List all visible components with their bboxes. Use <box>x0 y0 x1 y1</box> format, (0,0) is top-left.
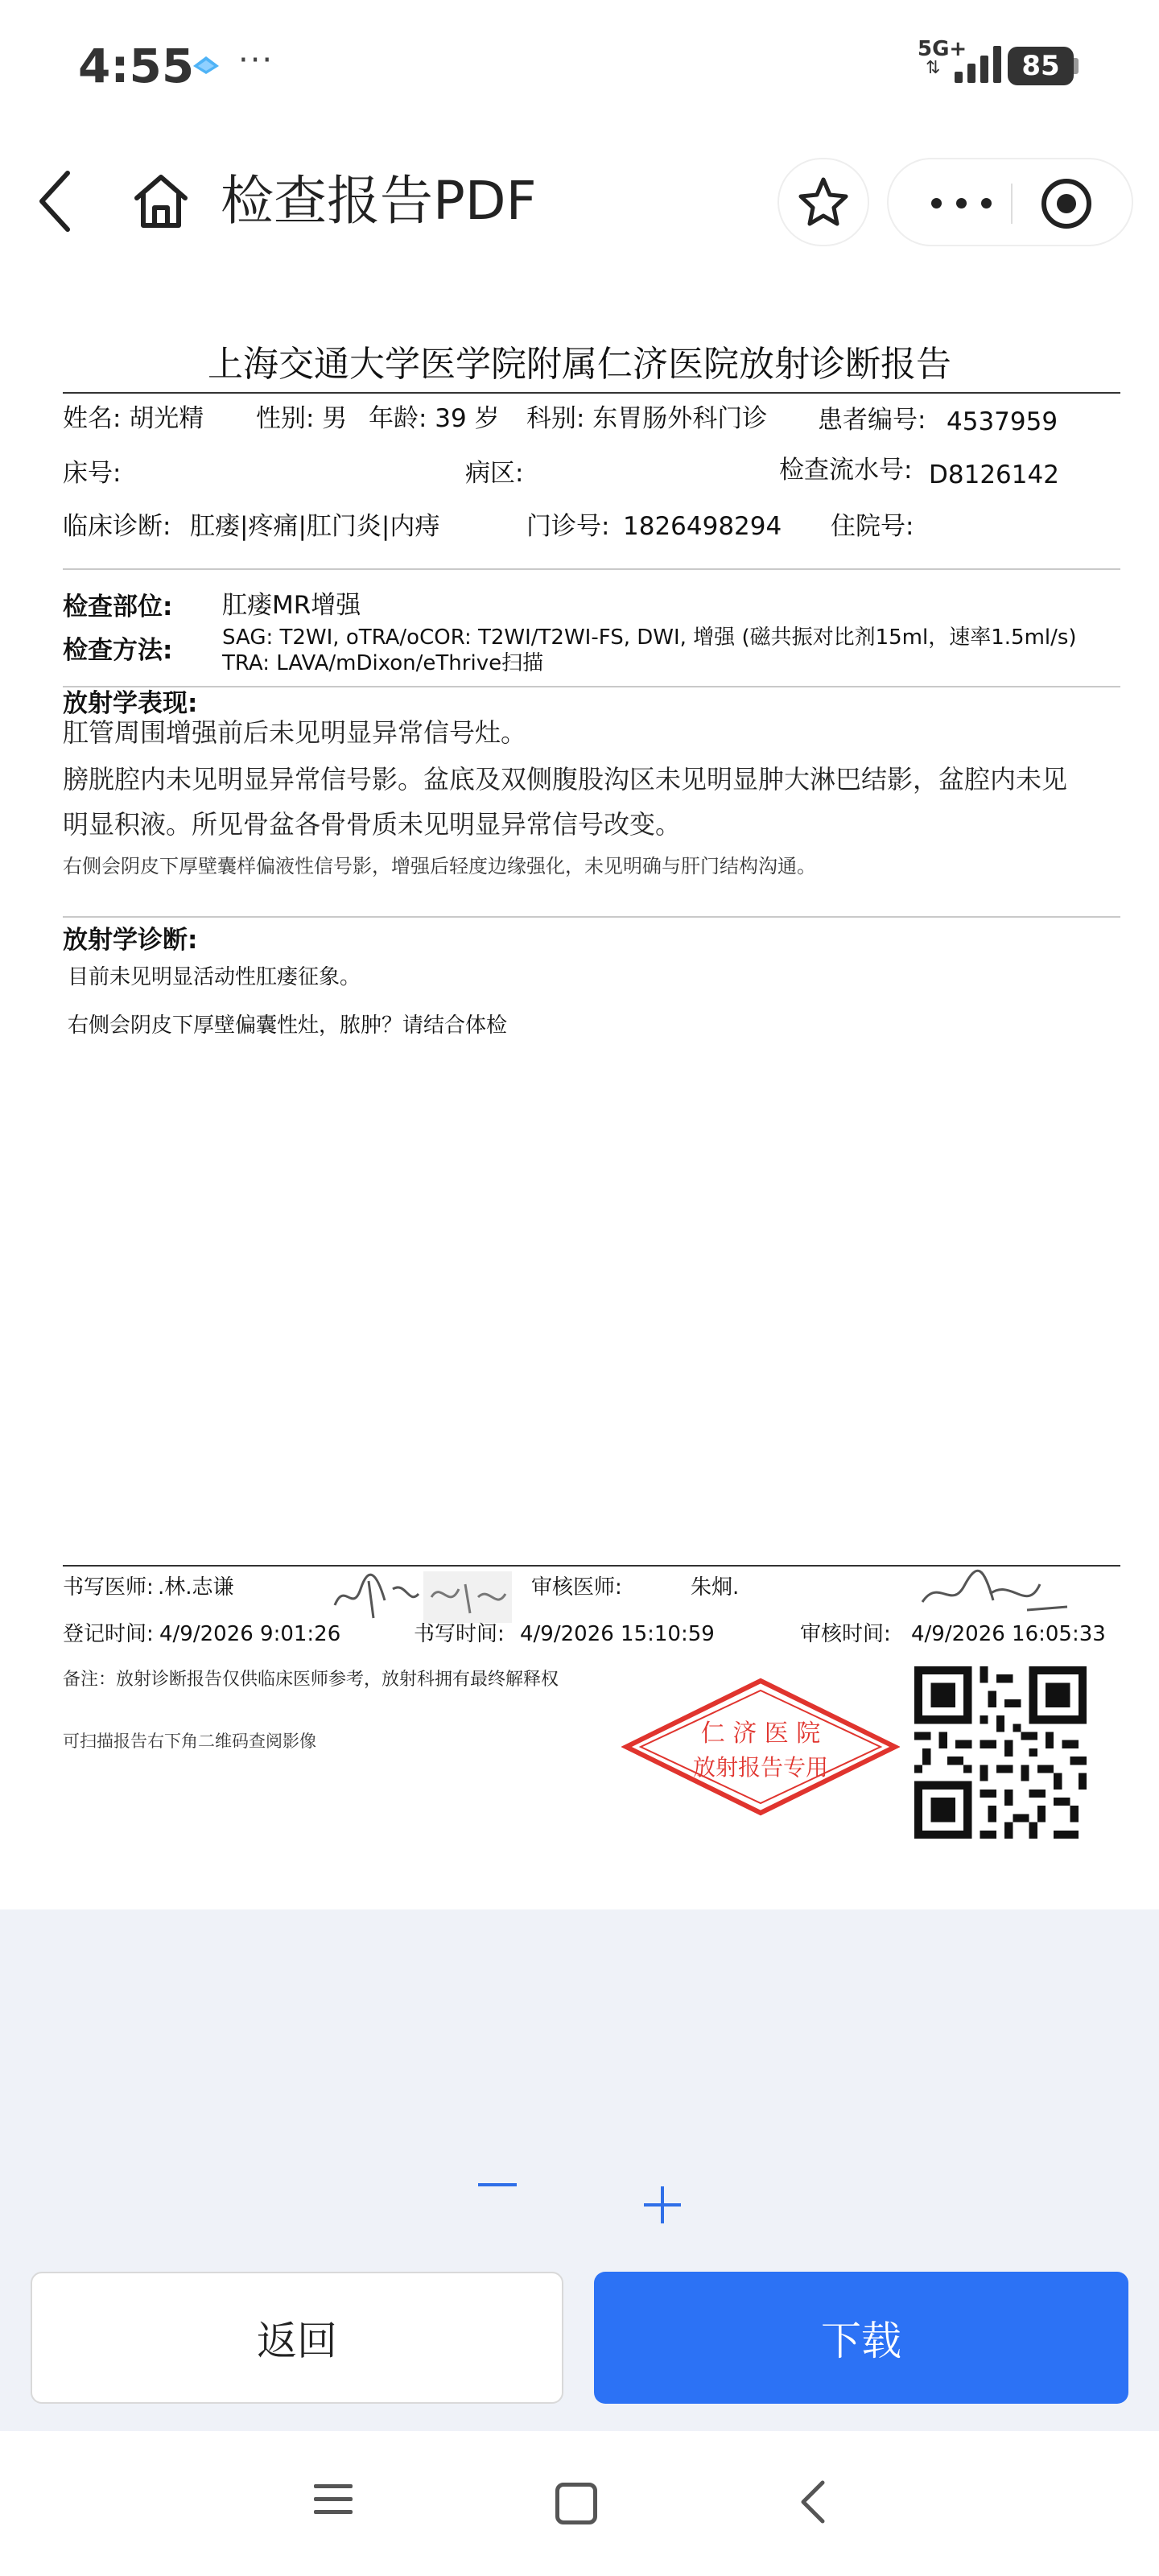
exam-method-line-2: TRA: LAVA/mDixon/eThrive扫描 <box>222 651 544 675</box>
finding-2a: 膀胱腔内未见明显异常信号影。盆底及双侧腹股沟区未见明显肿大淋巴结影，盆腔内未见 <box>63 764 1068 795</box>
write-time: 4/9/2026 15:10:59 <box>520 1622 715 1646</box>
reg-time: 4/9/2026 9:01:26 <box>159 1622 341 1646</box>
reg-time-label: 登记时间: <box>63 1622 154 1646</box>
network-label: 5G+ <box>918 37 967 61</box>
patient-age: 年龄: 39 岁 <box>369 404 500 433</box>
patient-name: 姓名: 胡光精 <box>63 404 204 433</box>
department: 科别: 东胃肠外科门诊 <box>526 404 768 433</box>
exam-site: 肛瘘MR增强 <box>222 591 361 620</box>
finding-1: 肛管周围增强前后未见明显异常信号灶。 <box>63 717 527 748</box>
favorite-button[interactable] <box>777 158 869 246</box>
ward-label: 病区: <box>465 459 524 488</box>
serial-label: 检查流水号: <box>779 456 913 485</box>
review-time: 4/9/2026 16:05:33 <box>911 1622 1106 1646</box>
patient-no-label: 患者编号: <box>818 406 926 435</box>
more-icon[interactable] <box>921 177 1001 229</box>
clinic-no: 1826498294 <box>623 512 782 541</box>
scan-note: 可扫描报告右下角二维码查阅影像 <box>63 1732 316 1751</box>
status-bar <box>0 0 1159 137</box>
review-time-label: 审核时间: <box>800 1622 891 1646</box>
star-icon <box>797 175 850 229</box>
clinical-dx-label: 临床诊断: <box>63 512 171 541</box>
battery-level: 85 <box>1008 47 1074 85</box>
hospital-stamp <box>621 1676 900 1818</box>
diagnosis-label: 放射学诊断: <box>63 926 198 955</box>
menu-icon[interactable] <box>312 2481 354 2518</box>
diagnosis-2: 右侧会阴皮下厚壁偏囊性灶，脓肿？请结合体检 <box>68 1013 508 1038</box>
more-notifications-icon: ··· <box>238 42 274 79</box>
reviewer-label: 审核医师: <box>531 1575 622 1600</box>
stamp-line-2: 放射报告专用 <box>692 1754 828 1781</box>
info-rule <box>63 568 1120 570</box>
patient-no: 4537959 <box>947 407 1058 436</box>
signal-icon <box>951 44 1016 85</box>
exam-method-line-1: SAG: T2WI, oTRA/oCOR: T2WI/T2WI-FS, DWI, 增强 (磁共振对比剂15ml，速率1.5ml/s) <box>222 625 1077 650</box>
zoom-out-icon[interactable] <box>467 2165 528 2206</box>
findings-label: 放射学表现: <box>63 689 198 718</box>
exam-site-label: 检查部位: <box>63 592 173 621</box>
battery-tip <box>1074 58 1079 74</box>
download-button[interactable]: 下载 <box>594 2272 1128 2404</box>
qr-code[interactable] <box>914 1666 1087 1839</box>
header-rule <box>63 392 1120 394</box>
disclaimer-note: 备注：放射诊断报告仅供临床医师参考，放射科拥有最终解释权 <box>63 1670 559 1690</box>
home-icon[interactable] <box>129 169 193 233</box>
findings-rule <box>63 916 1120 918</box>
writer-label: 书写医师: <box>63 1575 154 1600</box>
zoom-in-icon[interactable] <box>633 2175 692 2235</box>
bed-label: 床号: <box>63 459 122 488</box>
exam-method-label: 检查方法: <box>63 636 173 665</box>
page-title: 检查报告PDF <box>221 170 537 232</box>
back-icon[interactable] <box>32 165 80 237</box>
reviewer-name: 朱炯. <box>691 1575 740 1600</box>
miniapp-capsule <box>887 158 1133 246</box>
writer-name: .林.志谦 <box>158 1575 234 1600</box>
square-icon[interactable] <box>555 2483 597 2524</box>
finding-3: 右侧会阴皮下厚壁囊样偏液性信号影，增强后轻度边缘强化，未见明确与肝门结构沟通。 <box>63 855 816 877</box>
data-arrows-icon: ⇅ <box>926 58 941 78</box>
reviewer-signature <box>906 1562 1080 1623</box>
stamp-line-1: 仁 济 医 院 <box>700 1719 821 1748</box>
clinic-no-label: 门诊号: <box>526 512 610 541</box>
exam-rule <box>63 686 1120 687</box>
write-time-label: 书写时间: <box>414 1622 505 1646</box>
return-button[interactable]: 返回 <box>31 2272 563 2404</box>
status-time: 4:55 <box>78 39 195 93</box>
serial-no: D8126142 <box>929 460 1059 489</box>
cloud-icon <box>190 52 222 76</box>
report-title: 上海交通大学医学院附属仁济医院放射诊断报告 <box>208 344 951 385</box>
patient-sex: 性别: 男 <box>256 404 348 433</box>
capsule-divider <box>1011 184 1013 224</box>
diagnosis-1: 目前未见明显活动性肛瘘征象。 <box>68 965 361 989</box>
target-icon[interactable] <box>1038 175 1095 232</box>
inpatient-label: 住院号: <box>831 512 914 541</box>
writer-signature <box>328 1565 518 1626</box>
clinical-dx: 肛瘘|疼痛|肛门炎|内痔 <box>190 512 440 541</box>
sys-back-icon[interactable] <box>797 2478 829 2526</box>
finding-2b: 明显积液。所见骨盆各骨骨质未见明显异常信号改变。 <box>63 809 682 840</box>
